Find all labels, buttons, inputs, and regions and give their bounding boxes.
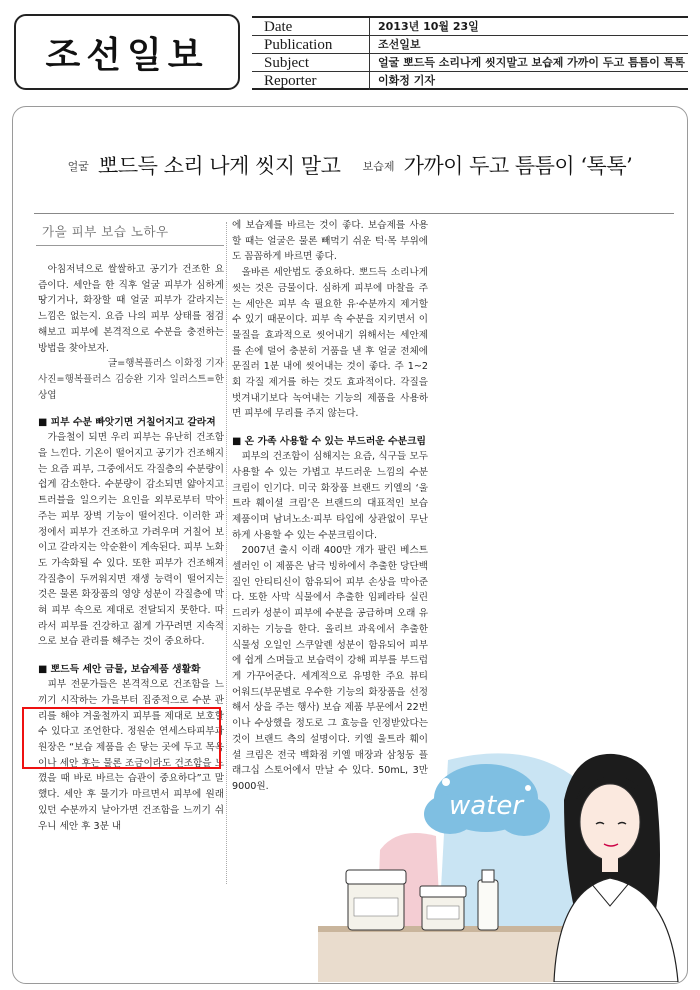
section-underline	[36, 245, 224, 246]
headline-part: 뽀드득 소리 나게 씻지 말고	[98, 154, 341, 178]
section-label: 가을 피부 보습 노하우	[42, 224, 169, 239]
meta-label: Date	[252, 18, 370, 35]
headline-tag: 보습제	[362, 160, 395, 173]
body-paragraph: 가을철이 되면 우리 피부는 유난히 건조함을 느낀다. 기온이 떨어지고 공기가 건조해지는 요즘 피부, 그중에서도 각질층의 수분량이 쉽게 감소한다. 수분량이 감소되면 얇아지고 트러블을 일으키는 요인을 외부로부터 막아주는 피부 장벽 기능이 떨어진다. 이러한 과정에서 피부가 건조하고 가려우며 거칠어 보이고 갈라지는 악순환이 계속된다. 피부 노화도 가속화될 수 있다. 또한 피부가 건조해져 각질층이 두꺼워지면 재생 능력이 떨어지는 것은 물론 화장품의 영양 성분이 각질층에 막혀 피부 속으로 제대로 전달되지 못한다. 따라서 피부를 건강하고 젊게 가꾸려면 지속적으로 보습 관리를 해주는 것이 중요하다.	[38, 432, 224, 648]
photo-credit: 사진=행복플러스 김승완 기자 일러스트=한상엽	[38, 373, 224, 401]
masthead-logo: 조선일보	[45, 34, 209, 76]
subheading: ■ 피부 수분 빠앗기면 거칠어지고 갈라져	[38, 417, 216, 429]
quote-highlight-box	[22, 707, 221, 769]
headline-part: 가까이 두고 틈틈이 ‘톡톡’	[403, 154, 633, 178]
meta-value: 이화정 기자	[378, 74, 435, 87]
meta-row-reporter	[252, 72, 688, 90]
meta-row-publication	[252, 36, 688, 54]
water-text: water	[448, 791, 524, 821]
article-illustration	[318, 730, 684, 982]
byline: 글=행복플러스 이화정 기자	[107, 358, 224, 370]
meta-table	[252, 16, 688, 90]
body-paragraph: 에 보습제를 바르는 것이 좋다. 보습제를 사용할 때는 얼굴은 물론 빼먹기 쉬운 턱·목 부위에도 꼼꼼하게 바르면 좋다.	[232, 220, 428, 263]
column-divider	[226, 222, 227, 884]
meta-label: Subject	[252, 54, 370, 71]
masthead-box	[14, 14, 240, 90]
article-column-2	[232, 218, 428, 795]
headline-tag: 얼굴	[67, 160, 89, 173]
woman-figure	[554, 754, 678, 982]
headline-rule	[34, 213, 674, 214]
cream-jar-large	[346, 870, 406, 930]
meta-value: 2013년 10월 23일	[378, 20, 479, 33]
cream-jar-small	[420, 886, 466, 930]
meta-value: 조선일보	[378, 38, 421, 51]
article-headline	[0, 150, 700, 180]
intro-paragraph: 아침저녁으로 쌀쌀하고 공기가 건조한 요즘이다. 세안을 한 직후 얼굴 피부가 심하게 땅기거나, 화장할 때 얼굴 피부가 갈라지는 느낌은 없는지. 요즘 나의 피부 상태를 점검해보고 피부에 본격적으로 수분을 충전하는 방법을 찾아보자.	[38, 264, 224, 354]
meta-row-subject	[252, 54, 688, 72]
meta-row-date	[252, 18, 688, 36]
body-paragraph: 피부 전문가들은 본격적으로 건조함을 느끼기 시작하는 가을부터 집중적으로 수분 관리를 해야 겨울철까지 피부를 제대로 보호할 수 있다고 조언한다. 정원순 연세스타피부과 원장은 “보습 제품을 손 닿는 곳에 두고 목욕이나 세안 후는 물론 조금이라도 건조함을 느꼈을 때 바로 바르는 습관이 중요하다”고 말했다. 세안 후 물기가 마르면서 피부에 원래 있던 수분까지 날아가면 건조함을 느끼기 쉬우니 세안 후 3분 내	[38, 679, 224, 832]
body-paragraph: 올바른 세안법도 중요하다. 뽀드득 소리나게 씻는 것은 금물이다. 심하게 피부에 마찰을 주는 세안은 피부 속 필요한 유·수분까지 제거할 수 있기 때문이다. 피부 속 수분을 지키면서 이물질을 효과적으로 씻어내기 위해서는 세안제를 손에 덜어 충분히 거품을 낸 후 얼굴 전체에 문질러 1분 내에 씻어내는 것이 좋다. 주 1~2회 각질 제거를 하는 것도 효과적이다. 각질을 벗겨내기보다 녹여내는 기능의 제품을 사용하면 피부에 무리를 주지 않는다.	[232, 267, 428, 420]
body-paragraph: 피부의 건조함이 심해지는 요즘, 식구들 모두 사용할 수 있는 가볍고 부드러운 느낌의 수분 크림이 인기다. 미국 화장품 브랜드 키엘의 ‘울트라 훼이셜 크림’은 브랜드의 대표적인 보습 제품이며 남녀노소·피부 타입에 상관없이 무난하게 사용할 수 있는 수분크림이다.	[232, 451, 428, 541]
body-paragraph: 2007년 출시 이래 400만 개가 팔린 베스트셀러인 이 제품은 남극 빙하에서 추출한 당단백질인 안티티신이 함유되어 피부 손상을 막아준다. 또한 사막 식물에서 추출한 임페라타 실린드리카 성분이 피부에 수분을 공급하며 오래 유지하는 기능을 한다. 올리브 과육에서 추출한 식물성 오일인 스쿠알렌 성분이 함유되어 피부에 쉽게 스며들고 보습력이 강해 피부를 부드럽게 가꾸어준다. 세계적으로 유명한 주요 뷰티 어워드(부문별로 우수한 기능의 화장품을 선정해서 상을 주는 행사) 보습 제품 부문에서 22번이나 수상했을 정도로 그 효능을 인정받았다는 것이 브랜드 측의 설명이다. 키엘 울트라 훼이셜 크림은 전국 백화점 키엘 매장과 삼청동 플래그십 스토어에서 만날 수 있다. 50mL, 3만9000원.	[232, 545, 428, 792]
meta-label: Reporter	[252, 72, 370, 90]
subheading: ■ 뽀드득 세안 금물, 보습제품 생활화	[38, 664, 201, 676]
meta-label: Publication	[252, 36, 370, 53]
subheading: ■ 온 가족 사용할 수 있는 부드러운 수분크림	[232, 436, 427, 448]
meta-value: 얼굴 뽀드득 소리나게 씻지말고 보습제 가까이 두고 틈틈이 톡톡	[378, 56, 685, 69]
